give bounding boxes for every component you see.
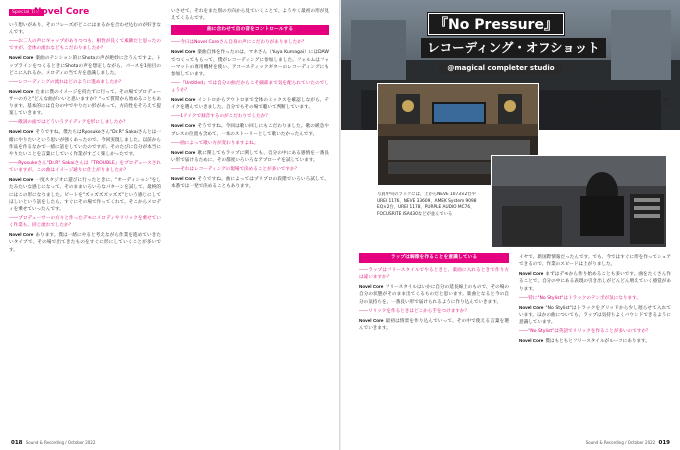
paragraph-text: そうですね。今回は歌い回しにもこだわりました。歌の緩急やブレスの位置も含めて、一本のストーリーとして歌いたかったんです。 [171,124,329,137]
interview-answer [171,48,329,78]
paragraph-text: ――1テイクで録音するのがこだわりでしたか？ [171,114,270,120]
interview-question [171,140,329,147]
page-number-right: 019 [658,440,670,446]
headline-no-pressure: 『No Pressure』 [428,13,564,35]
section-subhead: 曲に合わせて自の音をコントロールする [171,25,329,35]
paragraph-text: 楽曲のテンション的にShotaの声が絶妙に合うんですよ。トップラインをつくるときにShotaの声を想定しながら、パースを1拍目のどこに入れるか、メロディの当て方を意識しました。 [9,56,161,76]
interview-answer [519,270,671,293]
paragraph-text: 歌に関してもラップに関しても、自分の中にある感情を一番良い形で届けるために、その都度いろいろなアプローチを試しています。 [171,150,329,163]
paragraph-text: "No Stylist"はトラックをグリッドから少し遅らせて入れています。ほかの曲についても、ラップは気持ちよくバウンドできるように意識しています。 [519,305,671,326]
speaker-name: Novel Core [171,49,196,55]
speaker-name: Novel Core [519,338,544,344]
paragraph-text: イントロからアウトロまで全体のミックスを確認しながら、テイクを選んでいきました。自分でもその場で聴いて判断しています。 [171,98,329,111]
speaker-name: Novel Core [9,55,34,61]
interview-answer [359,283,509,306]
footer-text-left: Sound & Recording / October 2022 [25,440,96,445]
section-tag: Special Talk [9,9,44,16]
paragraph-text: あります。僕は一緒にやると考えながら作業を進めていきたいタイプで、その場で出てきたものをすぐに形にしていくことが多いです。 [9,233,161,253]
paragraph-text: ――今日はNovel Coreさん自身の声にこだわりがありましたか？ [171,40,307,46]
interview-question [171,80,329,94]
outboard-rack-photo [491,155,667,248]
paragraph-text: いさせて、それをまた別の方向から見ていくことで、ようやく最初の形が見えてくるんです。 [171,9,329,22]
paragraph-text: そうですね。僕たちはRyosukeさん"Dr.R" Sakaiさんとは一緒にやりたいという思いが強くあったので、今回実現しました。以前から作品を作るなかで一緒に話をしていたのですが、そのたびに自分が本当にやりたいことを言葉にしていく作業がすごく楽しかったです。 [9,130,161,158]
speaker-name: Novel Core [9,232,34,238]
section-subhead: ラップは解像を作ることを意識している [359,253,509,263]
paragraph-text: ――プロデューサーの方々と作ったデモにメロディやリリックを乗せていく作業も、同じ流れでしたか？ [9,216,161,229]
speaker-name: Novel Core [9,177,34,183]
interview-answer [171,8,329,22]
interview-answer [359,317,509,332]
interview-answer [9,231,161,254]
interview-question [359,267,509,281]
paragraph-text: ――レコーディングの流れはどのように進めましたか？ [9,79,124,85]
speaker-name: Novel Core [171,97,196,103]
photo-caption-2: 写真中央のラックには、上からNEVE 1073×2台やUREI 1176、NEVE 33609、AMEK System 9098 EQ×2台、UREI 1178、PURPLE AUDIO MC76、FOCUSRITE ISA430などが並んでいる [377,192,477,217]
interview-answer [519,304,671,327]
speaker-name: Novel Core [9,88,34,94]
left-footer [9,440,95,446]
interview-question [9,215,161,229]
right-column-2 [519,254,671,428]
paragraph-text: ――『Untitled』では自分の曲だからこそ細部まで気を配られていたのでしょうか？ [171,81,329,94]
interview-question [519,328,671,335]
article-title: Novel Core [34,7,90,17]
speaker-name: Novel Core [171,149,196,155]
speaker-name: Novel Core [171,175,196,181]
paragraph-text: 僕はもともとフリースタイルがルーツにあります。 [545,339,650,345]
right-page [341,0,680,450]
speaker-name: Novel Core [359,317,384,323]
paragraph-text: ――歌詞の面ではどういうアイディアを形にしましたか？ [9,120,128,126]
speaker-name: Novel Core [519,271,544,277]
paragraph-text: そうですね。曲によってはプリプロの段階でいろいろ試して、本番では一発で決めることもあります。 [171,176,329,190]
speaker-name: Novel Core [171,123,196,129]
paragraph-text: ――曲によって歌い方が変わりますよね。 [171,140,259,146]
paragraph-text: ――Ryosukeさん"Dr.R" Sakaiさんは『TROUBLE』をプロデュースされていますが、この曲はイメージ通りに仕上がりましたか？ [9,161,161,174]
footer-text-right: Sound & Recording / October 2022 [585,440,656,445]
paragraph-text: 楽曲自体を作ったのは、マネさん（Yuya Kumagai）にはDAWでつくってもらって、僕がレコーディングに参加しました。フォルムはフォーマットの専用機材を使い、アコースティックギターのレコーディングにも参加しています。 [171,50,329,78]
interview-answer [9,88,161,118]
paragraph-text: ――"No Stylist"は英語でリリックを作ることが多いのですか？ [519,329,651,335]
interview-answer [9,54,161,77]
right-footer [586,440,672,446]
interview-answer [9,176,161,213]
speaker-name: Novel Core [9,129,34,135]
speaker-name: Novel Core [359,284,384,290]
paragraph-text: いう想いがあり、そのフレーズがどこにはまるかを合わせ込むのが好きなんです。 [9,23,161,36]
paragraph-text: まずはデモから作り始めることも多いです。曲をたくさん作ることで、自分の中にある表現の引き出しがどんどん増えていく感覚があります。 [519,272,671,292]
interview-answer [9,22,161,36]
paragraph-text: ――それはレコーディングの現場で決めることが多いですか？ [171,166,300,172]
paragraph-text: 一度スタジオに遊びに行ったときに、"オーディション"をしたみたいな感じになって、そのままいろいろなパターンを試して、最終的にはこの形になりました。ビートを"ズッズズズッズズ"という感じにしてほしいという話をしたら、すぐにその場で作ってくれて。そこからメロディを乗せていったんです。 [9,178,161,213]
headline-recording-offshot: レコーディング・オフショット [421,38,606,58]
interview-question [519,295,671,302]
interview-question [171,113,329,120]
left-column-1 [9,22,161,427]
interview-answer [171,175,329,190]
headline-studio-name: @magical completer studio [439,62,563,74]
right-column-1 [359,250,509,428]
interview-answer [171,96,329,111]
paragraph-text: イヤで、新国際情報だったんです。でも、今ではすぐに形を作ってシェアできるので、作業のスピードは上がりました。 [519,255,671,268]
page-number-left: 018 [11,440,23,446]
left-column-2 [171,8,329,427]
left-page [0,0,339,450]
interview-answer [171,149,329,164]
paragraph-text: ――リリックを作るときはどこから手をつけますか？ [359,308,470,314]
speaker-name: Novel Core [519,304,544,310]
interview-question [9,38,161,52]
interview-answer [519,254,671,268]
interview-question [9,79,161,86]
paragraph-text: フリースタイルはいかに自分の延長線上のもので、その場の自分の状態がそのまま出てくるものだと思います。楽曲となると今の自分の気持ちを、一番良い形で届けられるように作り込んでいきます。 [359,285,509,305]
paragraph-text: ――特に"No Stylist"はトラックのテンポが気になります。 [519,295,641,301]
paragraph-text: ――お二人の声にギャップがありつつも、相性が良くて素敵だと思ったのですが、全体の流れなどもこだわりましたか？ [9,39,161,52]
photo-caption-1: 『BABEL』や『Untitled』などのボーカルやギターをレコーディングしたmagical completer studio。录音機材はAVID Pro Toolsのセッション管理。主なモニターはADAM Audio、コンソールはSSL AWS 916。モニター・スピーカーは大口径パワード・モニターMUSIKELECTRONIC GEITHAIN RL900と、YAMAHA NS-10M Studioを使用しました [549,91,672,129]
paragraph-text: ――ラップはフリースタイルでやるときと、楽曲に入れるときで作り方は違いますか？ [359,268,509,281]
paragraph-text: たまに僕のイメージを持たずに行って、その場でプロデューサーの方と"どんな曲がいいと思いますか？"って質問から始めることもあります。基本的には自分の中でやりたい形があって、方向性をそろえて提案していきます。 [9,89,161,117]
interview-question [171,39,329,46]
interview-question [359,308,509,315]
interview-question [9,119,161,126]
interview-question [171,166,329,173]
interview-answer [9,128,161,158]
paragraph-text: 最初は情景を作り込んでいって、その中で使える言葉を選んでいきます。 [359,318,509,331]
interview-answer [171,122,329,137]
interview-question [9,160,161,174]
interview-answer [519,337,671,345]
